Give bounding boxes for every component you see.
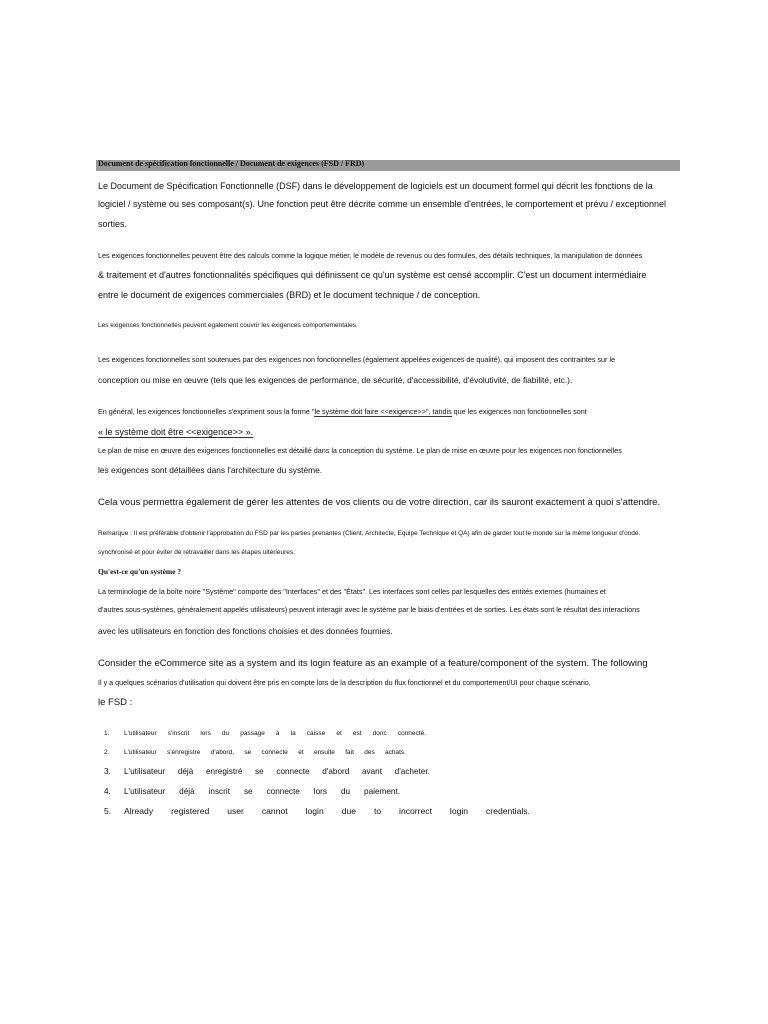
list-word: est: [352, 730, 362, 737]
list-word: caisse: [306, 730, 326, 737]
paragraph-9-line-1: Consider the eCommerce site as a system and its login feature as an example of a feature/component of the system. The following: [98, 658, 648, 669]
list-word: d'abord,: [210, 749, 235, 756]
list-word: incorrect: [399, 806, 432, 816]
intro-line-1: Le Document de Spécification Fonctionnelle (DSF) dans le développement de logiciels est un document formel qui décrit les fonctions de la: [98, 181, 653, 191]
list-word: et: [298, 749, 304, 756]
paragraph-5-quote: « le système doit être <<exigence>> ».: [98, 427, 254, 437]
list-word: d'abord: [322, 767, 350, 776]
list-word: user: [227, 806, 244, 816]
list-word: des: [364, 749, 375, 756]
list-word: to: [373, 806, 382, 816]
list-word: avant: [361, 767, 382, 776]
list-word: à: [275, 730, 280, 737]
list-word: ensuite: [313, 749, 335, 756]
subheading: Qu'est-ce qu'un système ?: [98, 567, 182, 576]
list-word: du: [340, 787, 351, 796]
list-word: du: [221, 730, 230, 737]
list-word: se: [255, 767, 264, 776]
note-line-2: synchronisé et pour éviter de retravailler dans les étapes ultérieures.: [98, 549, 295, 556]
list-item: [104, 767, 430, 776]
paragraph-2-line-2: & traitement et d'autres fonctionnalités spécifiques qui définissent ce qu'un système est censé accomplir. C'est un document intermédiaire: [98, 270, 647, 280]
paragraph-4-line-1: Les exigences fonctionnelles sont soutenues par des exigences non fonctionnelles (également appelées exigences de qualité), qui imposent des contraintes sur le: [98, 355, 616, 364]
list-item-text: [124, 730, 426, 737]
list-number: 4.: [104, 787, 111, 796]
paragraph-5-underlined: le système doit faire <<exigence>>", tandis: [314, 407, 452, 416]
intro-line-3: sorties.: [98, 219, 128, 229]
list-item: [104, 749, 406, 756]
list-word: enregistré: [205, 767, 243, 776]
list-word: déjà: [179, 787, 195, 796]
list-item: [104, 806, 530, 816]
list-word: lors: [200, 730, 211, 737]
paragraph-8-line-3: avec les utilisateurs en fonction des fonctions choisies et des données fournies.: [98, 626, 393, 636]
paragraph-6-line-1: Le plan de mise en œuvre des exigences fonctionnelles est détaillé dans la conception du système. Le plan de mise en œuvre pour les exigences non fonctionnelles: [98, 446, 622, 455]
section-title-bar: [96, 160, 680, 171]
list-word: credentials.: [486, 806, 530, 816]
paragraph-5-text-c: que les exigences non fonctionnelles sont: [451, 407, 587, 416]
list-item-text: [124, 767, 430, 776]
list-word: login: [305, 806, 324, 816]
list-word: paiement.: [364, 787, 400, 796]
intro-line-2: logiciel / système ou ses composant(s). Une fonction peut être décrite comme un ensemble d'entrées, le comportement et prévu / exceptionnel: [98, 199, 667, 209]
list-word: d'acheter.: [394, 767, 430, 776]
paragraph-4-line-2: conception ou mise en œuvre (tels que les exigences de performance, de sécurité, d'accessibilité, d'évolutivité, de fiabilité, etc.).: [98, 375, 573, 385]
paragraph-6-line-2: les exigences sont détaillées dans l'architecture du système.: [98, 465, 323, 475]
list-word: L'utilisateur: [124, 749, 157, 756]
list-word: L'utilisateur: [124, 730, 157, 737]
list-item-text: [124, 749, 406, 756]
list-number: 2.: [104, 749, 110, 756]
paragraph-7: Cela vous permettra également de gérer les attentes de vos clients ou de votre direction, car ils sauront exactement à quoi s'attendre.: [98, 497, 661, 508]
list-word: connecte: [261, 749, 288, 756]
list-number: 5.: [104, 806, 112, 816]
list-word: s'enregistre: [167, 749, 201, 756]
paragraph-5-line-2: [98, 427, 253, 437]
list-word: passage: [240, 730, 265, 737]
list-word: L'utilisateur: [124, 767, 166, 776]
paragraph-8-line-1: La terminologie de la boîte noire "Système" comporte des "Interfaces" et des "États". Les interfaces sont celles par lesquelles des entités externes (humaines et: [98, 587, 606, 596]
list-word: registered: [171, 806, 210, 816]
list-word: et: [336, 730, 342, 737]
list-word: lors: [313, 787, 327, 796]
list-word: due: [341, 806, 357, 816]
list-word: cannot: [261, 806, 288, 816]
list-word: déjà: [177, 767, 194, 776]
list-word: connecte: [266, 787, 300, 796]
paragraph-5-line-1: [98, 407, 587, 416]
list-word: L'utilisateur: [124, 787, 166, 796]
list-word: s'inscrit: [167, 730, 190, 737]
list-word: donc: [372, 730, 387, 737]
list-item-text: [124, 806, 530, 816]
list-number: 1.: [104, 730, 110, 737]
list-word: se: [244, 749, 252, 756]
list-word: connecté.: [397, 730, 426, 737]
note-line-1: Remarque : Il est préférable d'obtenir l'approbation du FSD par les parties prenantes (Client, Architecte, Equipe Technique et QA) afin de garder tout le monde sur la même longueur d'onde.: [98, 530, 641, 537]
paragraph-2-line-1: Les exigences fonctionnelles peuvent être des calculs comme la logique métier, le modèle de revenus ou des formules, des détails techniques, la manipulation de données: [98, 251, 643, 260]
list-word: fait: [345, 749, 354, 756]
list-word: la: [290, 730, 296, 737]
paragraph-5-text-a: En général, les exigences fonctionnelles s'expriment sous la forme ": [98, 407, 315, 416]
paragraph-9-line-3: le FSD :: [98, 697, 133, 708]
list-word: login: [449, 806, 469, 816]
paragraph-3: Les exigences fonctionnelles peuvent également couvrir les exigences comportementales.: [98, 322, 358, 329]
list-item: [104, 787, 400, 796]
list-word: se: [243, 787, 253, 796]
list-word: achats.: [385, 749, 406, 756]
list-number: 3.: [104, 767, 111, 776]
list-item: [104, 730, 426, 737]
paragraph-9-line-2: Il y a quelques scénarios d'utilisation qui doivent être pris en compte lors de la description du flux fonctionnel et du comportement/UI pour chaque scénario.: [98, 678, 591, 687]
list-word: inscrit: [208, 787, 230, 796]
paragraph-2-line-3: entre le document de exigences commerciales (BRD) et le document technique / de conception.: [98, 290, 481, 300]
section-title: Document de spécification fonctionnelle / Document de exigences (FSD / FRD): [98, 159, 365, 168]
list-word: Already: [124, 806, 154, 816]
list-item-text: [124, 787, 400, 796]
paragraph-8-line-2: d'autres sous-systèmes, généralement appelés utilisateurs) peuvent interagir avec le système par le biais d'entrées et de sorties. Les états sont le résultat des interactions: [98, 605, 640, 614]
list-word: connecte: [276, 767, 310, 776]
